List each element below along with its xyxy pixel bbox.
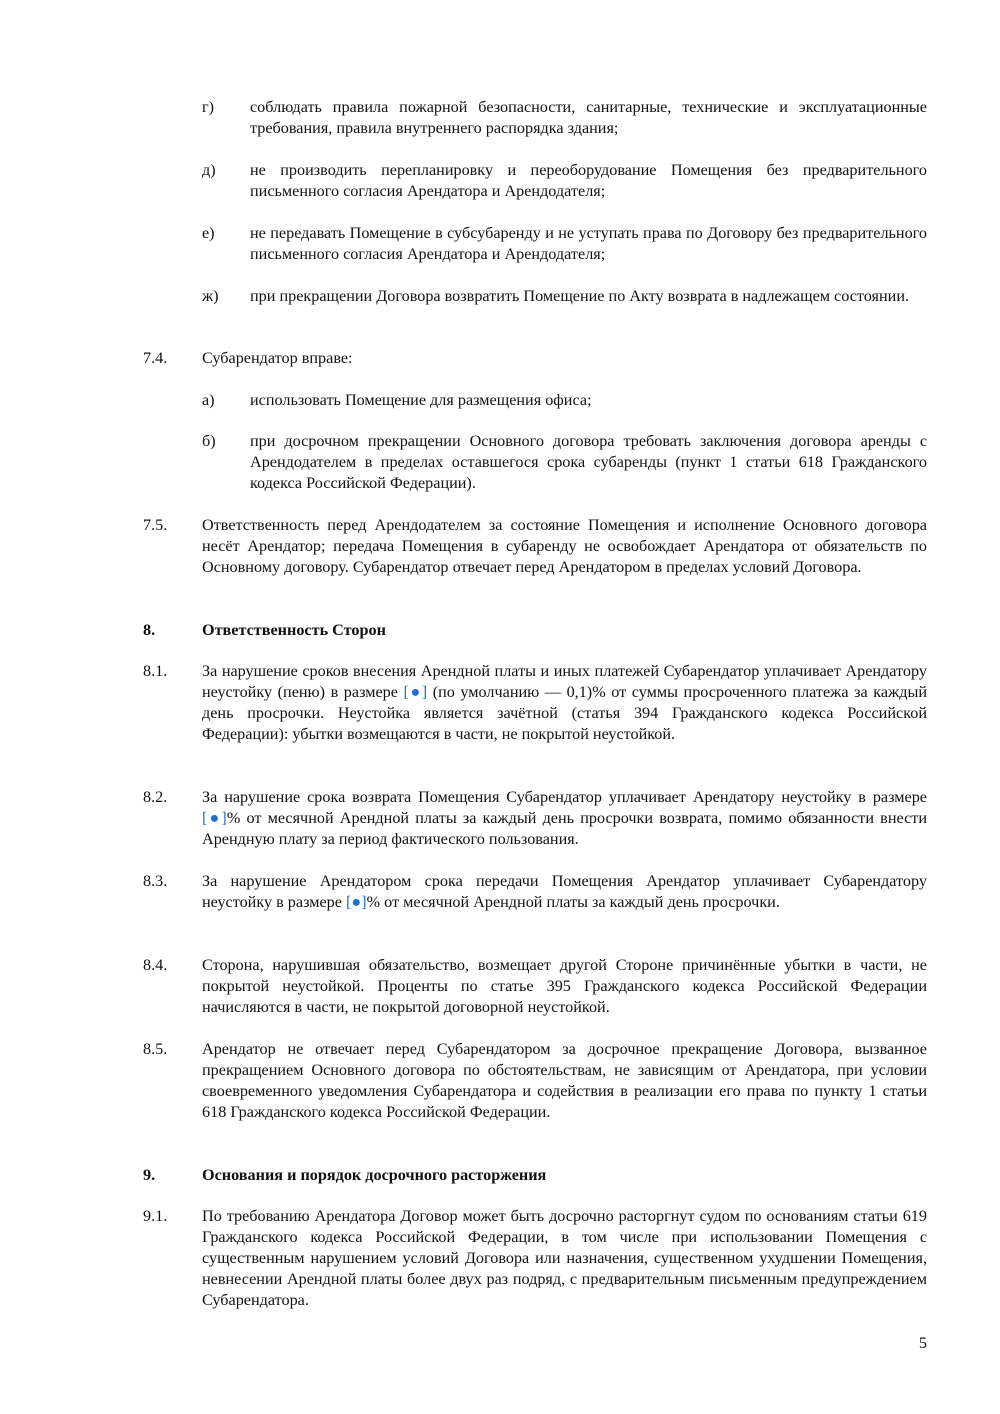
section-title: Основания и порядок досрочного расторжения [202, 1166, 547, 1184]
item-marker: б) [202, 432, 216, 450]
clause-7-4 [143, 348, 927, 369]
page-number: 5 [918, 1334, 927, 1352]
list-item-e [202, 223, 927, 265]
clause-8-2 [143, 787, 927, 850]
placeholder-marker: [●] [346, 893, 367, 911]
clause-number: 7.5. [143, 516, 168, 534]
placeholder-marker: [●] [202, 809, 227, 827]
clause-9-1 [143, 1206, 927, 1311]
clause-text: Субарендатор вправе: [202, 349, 353, 367]
list-item-d [202, 160, 927, 202]
clause-text [202, 871, 927, 913]
item-text: при прекращении Договора возвратить Помещение по Акту возврата в надлежащем состоянии. [250, 287, 910, 305]
clause-text: По требованию Арендатора Договор может быть досрочно расторгнут судом по основаниям статьи 619 Гражданского кодекса Российской Федерации, в том числе при использовании Помещения с существенным нарушением условий Договора или назначения, существенном ухудшении Помещения, невнесении Арендной платы более двух раз подряд, с предварительным письменным предупреждением Субарендатора. [202, 1207, 927, 1309]
clause-text-part: (по умолчанию — 0,1)% от суммы просроченного платежа за каждый день просрочки. Неустойка является зачётной (статья 394 Гражданского кодекса Российской Федерации): убытки возмещаются в части, не покрытой неустойкой. [202, 683, 928, 743]
item-marker: а) [202, 391, 215, 409]
item-marker: г) [202, 98, 215, 116]
section-title: Ответственность Сторон [202, 621, 386, 639]
placeholder-marker: [●] [403, 683, 428, 701]
list-item-zh [202, 286, 927, 307]
clause-number: 8.2. [143, 788, 168, 806]
item-marker: е) [202, 224, 215, 242]
clause-8-4 [143, 955, 927, 1018]
section-number: 9. [143, 1166, 156, 1184]
clause-8-5 [143, 1039, 927, 1123]
section-number: 8. [143, 621, 156, 639]
clause-number: 8.3. [143, 872, 168, 890]
clause-number: 7.4. [143, 349, 168, 367]
clause-text: Сторона, нарушившая обязательство, возмещает другой Стороне причинённые убытки в части, не покрытой неустойкой. Проценты по статье 395 Гражданского кодекса Российской Федерации начисляются в части, не покрытой договорной неустойкой. [202, 956, 927, 1016]
item-text: при досрочном прекращении Основного договора требовать заключения договора аренды с Арендодателем в пределах оставшегося срока субаренды (пункт 1 статьи 618 Гражданского кодекса Российской Федерации). [250, 432, 927, 492]
clause-text [202, 661, 927, 745]
clause-text: Арендатор не отвечает перед Субарендатором за досрочное прекращение Договора, вызванное прекращением Основного договора по обстоятельствам, не зависящим от Арендатора, при условии своевременного уведомления Субарендатора и содействия в реализации его права по пункту 1 статьи 618 Гражданского кодекса Российской Федерации. [202, 1040, 927, 1121]
clause-8-3 [143, 871, 927, 913]
clause-text-part: За нарушение срока возврата Помещения Субарендатор уплачивает Арендатору неустойку в размере [202, 788, 927, 806]
item-marker: д) [202, 161, 216, 179]
clause-8-1 [143, 661, 927, 745]
clause-number: 8.4. [143, 956, 168, 974]
clause-text-part: За нарушение Арендатором срока передачи Помещения Арендатор уплачивает Субарендатору неустойку в размере [202, 872, 927, 911]
item-marker: ж) [202, 287, 219, 305]
list-item-a [202, 390, 927, 411]
clause-text [202, 787, 927, 850]
item-text: не передавать Помещение в субсубаренду и не уступать права по Договору без предварительного письменного согласия Арендатора и Арендодателя; [250, 224, 927, 263]
clause-text-part: % от месячной Арендной платы за каждый день просрочки возврата, помимо обязанности внести Арендную плату за период фактического пользования. [202, 809, 927, 848]
list-item-g [202, 97, 927, 139]
list-item-b [202, 431, 927, 494]
section-8-heading [143, 620, 927, 641]
clause-number: 8.1. [143, 662, 168, 680]
clause-7-5 [143, 515, 927, 578]
clause-number: 8.5. [143, 1040, 168, 1058]
section-9-heading [143, 1165, 927, 1186]
clause-number: 9.1. [143, 1207, 168, 1225]
clause-text: Ответственность перед Арендодателем за состояние Помещения и исполнение Основного договора несёт Арендатор; передача Помещения в субаренду не освобождает Арендатора от обязательств по Основному договору. Субарендатор отвечает перед Арендатором в пределах условий Договора. [202, 516, 927, 576]
item-text: не производить перепланировку и переоборудование Помещения без предварительного письменного согласия Арендатора и Арендодателя; [250, 161, 927, 200]
clause-text-part: % от месячной Арендной платы за каждый день просрочки. [366, 893, 780, 911]
item-text: соблюдать правила пожарной безопасности, санитарные, технические и эксплуатационные требования, правила внутреннего распорядка здания; [250, 98, 927, 137]
clause-text-part: За нарушение сроков внесения Арендной платы и иных платежей Субарендатор уплачивает Арендатору неустойку (пеню) в размере [202, 662, 927, 701]
item-text: использовать Помещение для размещения офиса; [250, 391, 592, 409]
